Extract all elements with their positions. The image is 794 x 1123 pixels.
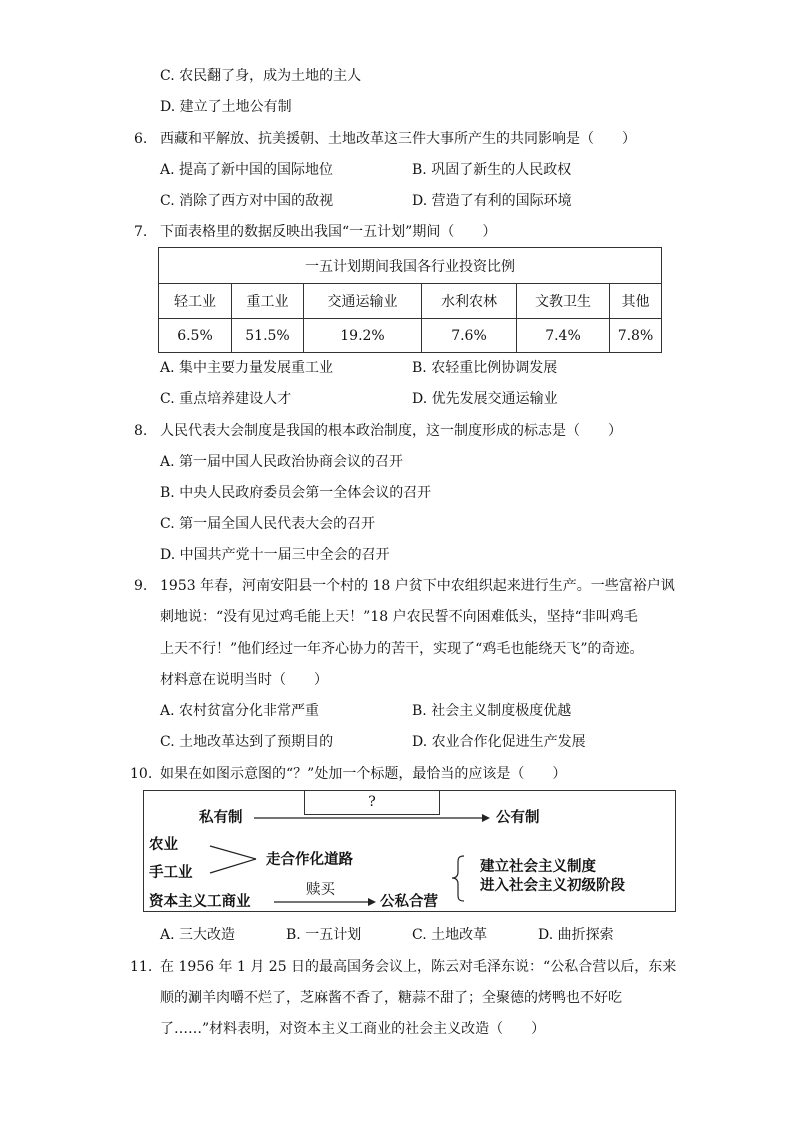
label-public-ownership: 公有制 — [496, 809, 540, 826]
q6-number: 6. — [134, 131, 148, 147]
label-joint-venture: 公私合营 — [380, 893, 438, 910]
q7-option-a: A. 集中主要力量发展重工业 — [160, 360, 334, 376]
label-establish-socialism: 建立社会主义制度 — [480, 858, 596, 875]
table-header: 水利农林 — [422, 284, 517, 319]
q6-stem: 西藏和平解放、抗美援朝、土地改革这三件大事所产生的共同影响是（ ） — [160, 131, 636, 147]
q8-option-a: A. 第一届中国人民政治协商会议的召开 — [160, 454, 404, 470]
table-header: 轻工业 — [159, 284, 232, 319]
label-capitalist-industry: 资本主义工商业 — [149, 893, 251, 910]
q11-stem-line: 在 1956 年 1 月 25 日的最高国务会议上，陈云对毛泽东说：“公私合营以后，东来 — [160, 959, 677, 975]
q9-option-d: D. 农业合作化促进生产发展 — [412, 734, 586, 750]
q9-stem-line: 上天不行！”他们经过一年齐心协力的苦干，实现了“鸡毛也能绕天飞”的奇迹。 — [160, 641, 644, 657]
question-mark: ? — [368, 794, 376, 810]
q11-stem-line: 顺的涮羊肉嚼不烂了，芝麻酱不香了，糖蒜不甜了；全聚德的烤鸭也不好吃 — [160, 990, 622, 1006]
q5-option-d: D. 建立了土地公有制 — [160, 99, 292, 115]
table-header: 重工业 — [232, 284, 304, 319]
table-header: 交通运输业 — [304, 284, 422, 319]
table-title: 一五计划期间我国各行业投资比例 — [159, 248, 662, 284]
investment-table — [158, 247, 662, 353]
q10-option-c: C. 土地改革 — [412, 927, 488, 943]
table-cell: 7.8% — [610, 319, 662, 353]
q7-stem: 下面表格里的数据反映出我国“一五计划”期间（ ） — [160, 224, 497, 240]
q11-stem-line: 了……”材料表明，对资本主义工商业的社会主义改造（ ） — [160, 1021, 546, 1037]
q8-option-b: B. 中央人民政府委员会第一全体会议的召开 — [160, 485, 432, 501]
q6-option-c: C. 消除了西方对中国的敌视 — [160, 193, 334, 209]
q10-stem: 如果在如图示意图的“？”处加一个标题，最恰当的应该是（ ） — [160, 766, 567, 782]
q6-option-a: A. 提高了新中国的国际地位 — [160, 162, 334, 178]
q9-stem-line: 刺地说：“没有见过鸡毛能上天！”18 户农民誓不向困难低头，坚持“非叫鸡毛 — [160, 609, 638, 625]
q10-number: 10. — [130, 766, 153, 782]
q8-number: 8. — [134, 423, 148, 439]
q7-option-c: C. 重点培养建设人才 — [160, 391, 292, 407]
q9-option-b: B. 社会主义制度极度优越 — [412, 703, 572, 719]
q7-option-d: D. 优先发展交通运输业 — [412, 391, 558, 407]
q8-stem: 人民代表大会制度是我国的根本政治制度，这一制度形成的标志是（ ） — [160, 423, 622, 439]
transformation-diagram — [143, 790, 676, 912]
label-agriculture: 农业 — [149, 836, 178, 853]
table-cell: 7.6% — [422, 319, 517, 353]
q8-option-d: D. 中国共产党十一届三中全会的召开 — [160, 547, 390, 563]
q11-number: 11. — [130, 959, 153, 975]
q7-number: 7. — [134, 224, 148, 240]
table-cell: 6.5% — [159, 319, 232, 353]
q9-number: 9. — [134, 578, 148, 594]
table-cell: 7.4% — [517, 319, 610, 353]
label-primary-stage: 进入社会主义初级阶段 — [480, 877, 625, 894]
label-cooperative-road: 走合作化道路 — [266, 851, 353, 868]
label-private-ownership: 私有制 — [199, 809, 243, 826]
table-header: 其他 — [610, 284, 662, 319]
label-handicraft: 手工业 — [149, 864, 193, 881]
q10-option-a: A. 三大改造 — [160, 927, 236, 943]
table-cell: 51.5% — [232, 319, 304, 353]
q8-option-c: C. 第一届全国人民代表大会的召开 — [160, 516, 376, 532]
q9-option-a: A. 农村贫富分化非常严重 — [160, 703, 320, 719]
label-buyout: 赎买 — [306, 882, 335, 898]
q5-option-c: C. 农民翻了身，成为土地的主人 — [160, 68, 362, 84]
q6-option-b: B. 巩固了新生的人民政权 — [412, 162, 572, 178]
table-header: 文教卫生 — [517, 284, 610, 319]
q9-option-c: C. 土地改革达到了预期目的 — [160, 734, 334, 750]
table-cell: 19.2% — [304, 319, 422, 353]
q10-option-d: D. 曲折探索 — [538, 927, 614, 943]
q10-option-b: B. 一五计划 — [286, 927, 362, 943]
q9-stem-line: 材料意在说明当时（ ） — [160, 672, 328, 688]
q6-option-d: D. 营造了有利的国际环境 — [412, 193, 572, 209]
q9-stem-line: 1953 年春，河南安阳县一个村的 18 户贫下中农组织起来进行生产。一些富裕户讽 — [160, 578, 675, 594]
q7-option-b: B. 农轻重比例协调发展 — [412, 360, 558, 376]
